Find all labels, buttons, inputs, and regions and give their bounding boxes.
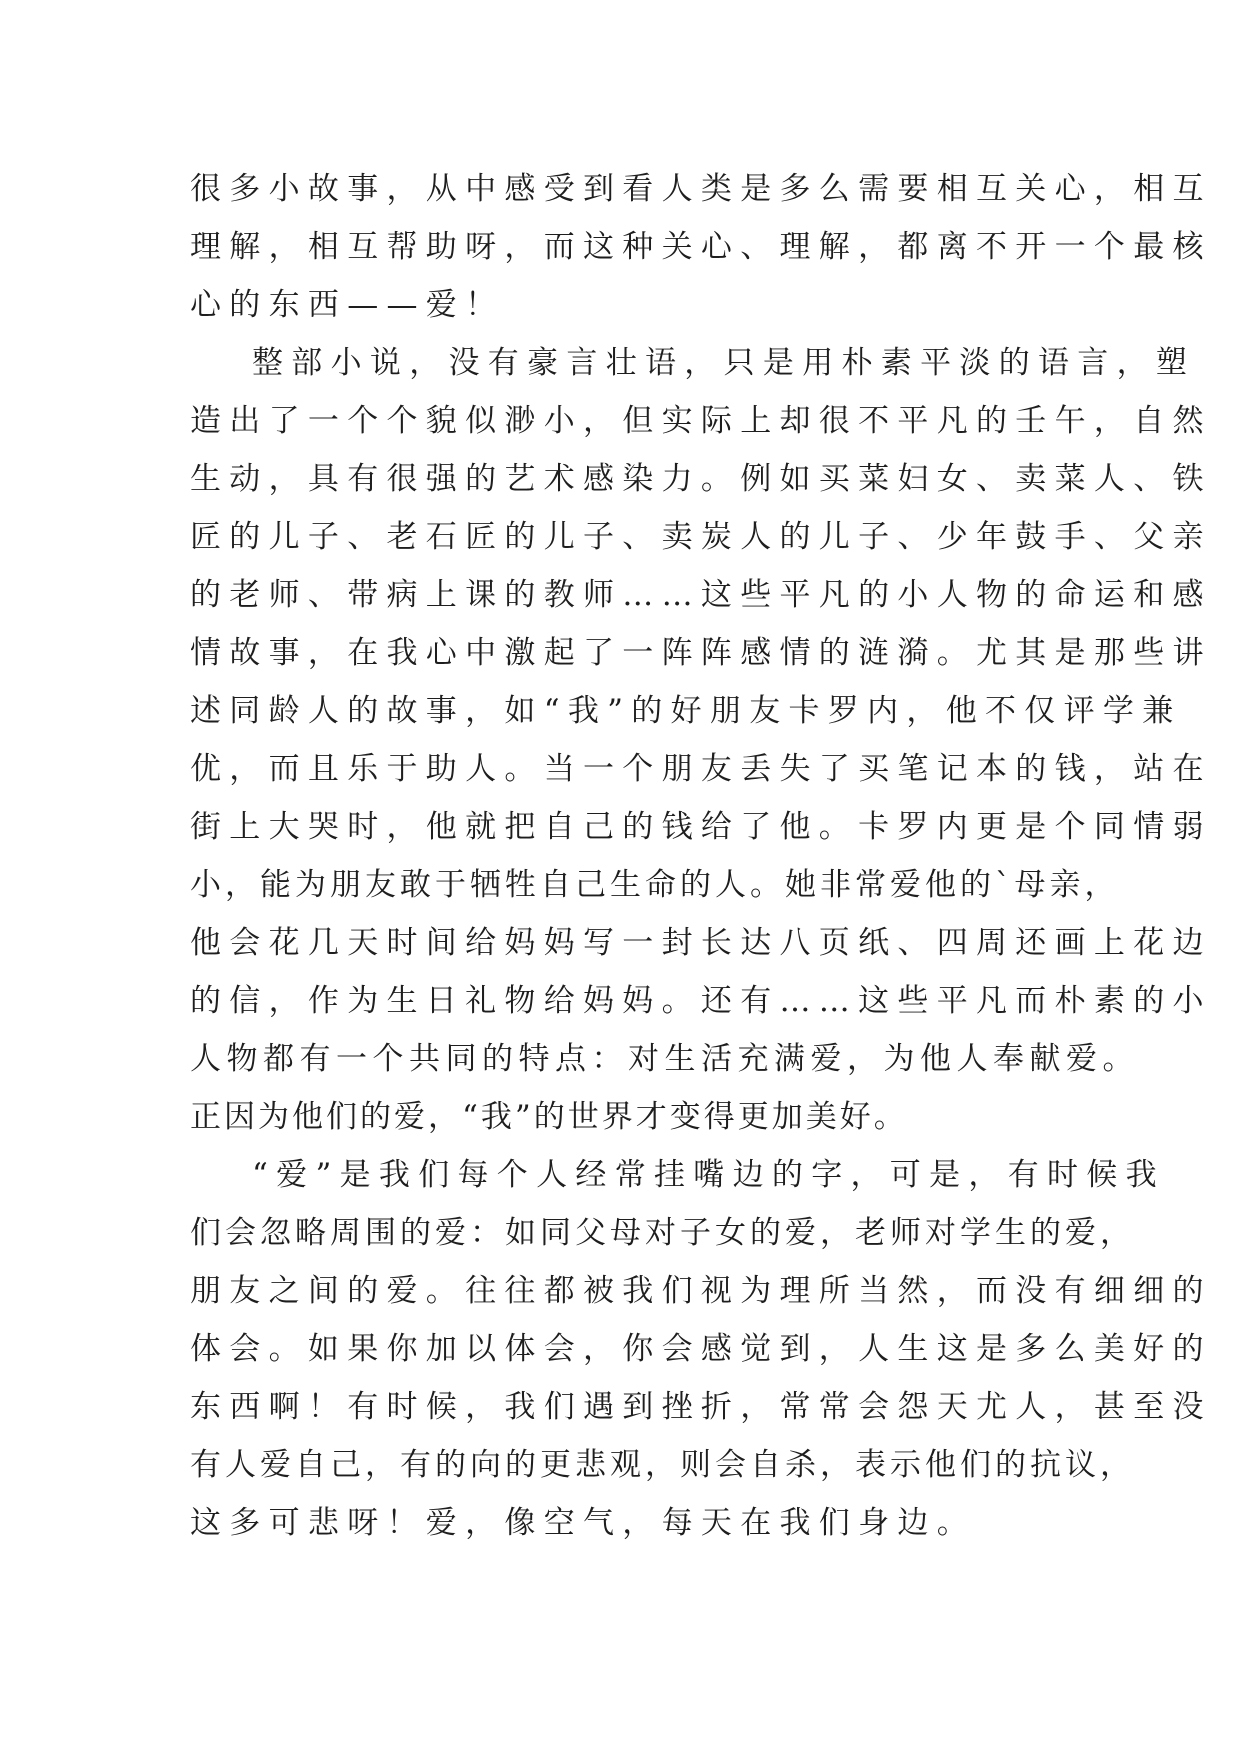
text-line: 人物都有一个共同的特点：对生活充满爱，为他人奉献爱。: [190, 1041, 1139, 1077]
paragraph-start-line: “爱”是我们每个人经常挂嘴边的字，可是，有时候我: [252, 1157, 1165, 1193]
text-line: 们会忽略周围的爱：如同父母对子女的爱，老师对学生的爱，: [190, 1215, 1135, 1251]
text-line: 有人爱自己，有的向的更悲观，则会自杀，表示他们的抗议，: [190, 1447, 1135, 1483]
text-line: 心的东西——爱！: [190, 287, 505, 323]
text-line: 理解，相互帮助呀，而这种关心、理解，都离不开一个最核: [190, 229, 1212, 265]
text-line: 生动，具有很强的艺术感染力。例如买菜妇女、卖菜人、铁: [190, 461, 1212, 497]
text-line: 这多可悲呀！爱，像空气，每天在我们身边。: [190, 1505, 976, 1541]
text-line: 正因为他们的爱，“我”的世界才变得更加美好。: [190, 1099, 908, 1135]
text-line: 体会。如果你加以体会，你会感觉到，人生这是多么美好的: [190, 1331, 1212, 1367]
text-line: 的信，作为生日礼物给妈妈。还有……这些平凡而朴素的小: [190, 983, 1212, 1019]
text-line: 朋友之间的爱。往往都被我们视为理所当然，而没有细细的: [190, 1273, 1212, 1309]
text-line: 他会花几天时间给妈妈写一封长达八页纸、四周还画上花边: [190, 925, 1212, 961]
text-line: 的老师、带病上课的教师……这些平凡的小人物的命运和感: [190, 577, 1212, 613]
text-line: 小，能为朋友敢于牺牲自己生命的人。她非常爱他的`母亲，: [190, 867, 1120, 903]
text-line: 优，而且乐于助人。当一个朋友丢失了买笔记本的钱，站在: [190, 751, 1212, 787]
text-line: 很多小故事，从中感受到看人类是多么需要相互关心，相互: [190, 171, 1212, 207]
text-line: 造出了一个个貌似渺小，但实际上却很不平凡的壬午，自然: [190, 403, 1212, 439]
text-line: 述同龄人的故事，如“我”的好朋友卡罗内，他不仅评学兼: [190, 693, 1182, 729]
text-line: 街上大哭时，他就把自己的钱给了他。卡罗内更是个同情弱: [190, 809, 1212, 845]
text-line: 东西啊！有时候，我们遇到挫折，常常会怨天尤人，甚至没: [190, 1389, 1212, 1425]
text-line: 情故事，在我心中激起了一阵阵感情的涟漪。尤其是那些讲: [190, 635, 1212, 671]
paragraph-start-line: 整部小说，没有豪言壮语，只是用朴素平淡的语言，塑: [252, 345, 1196, 381]
body-text: [190, 160, 1212, 1552]
text-line: 匠的儿子、老石匠的儿子、卖炭人的儿子、少年鼓手、父亲: [190, 519, 1212, 555]
